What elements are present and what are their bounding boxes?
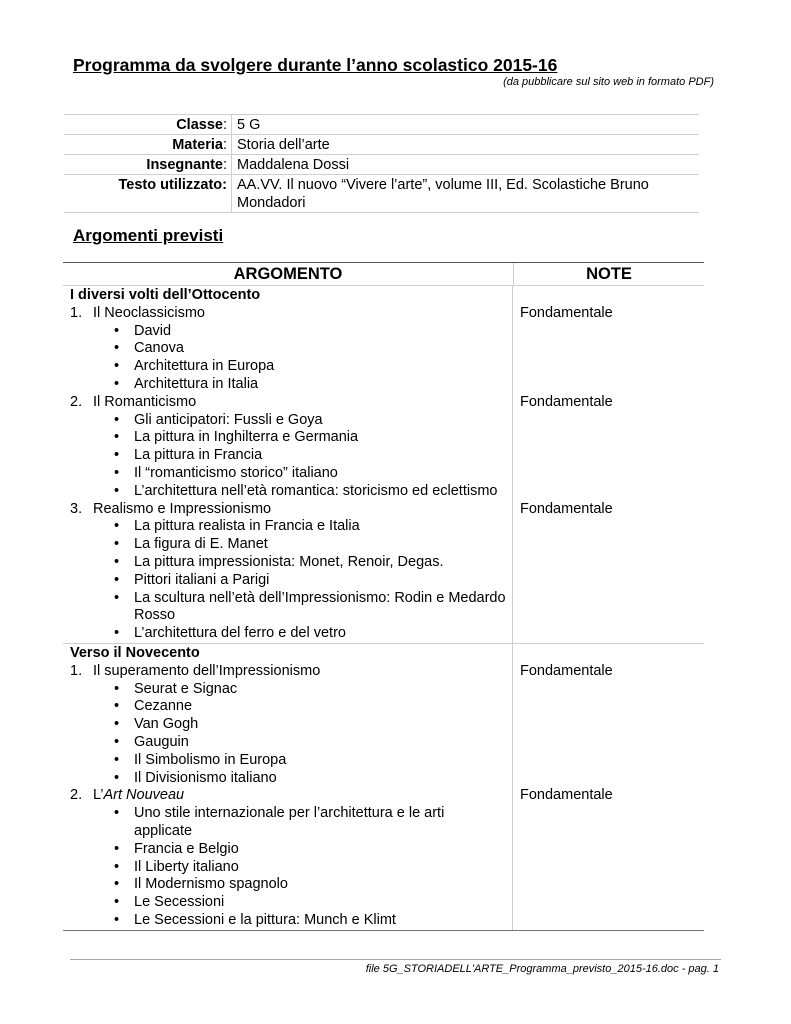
page-title: Programma da svolgere durante l’anno scolastico 2015-16 [73,55,558,75]
bullet-item: • La pittura in Inghilterra e Germania [70,429,512,447]
info-value: Storia dell’arte [232,135,700,155]
topic-label-italic: Art Nouveau [103,787,185,804]
argomento-cell [63,286,513,643]
note-spacer [520,645,704,663]
argomento-cell [63,644,513,930]
bullet-item: • Uno stile internazionale per l’architettura e le arti applicate [70,805,512,841]
bullet-item: • Francia e Belgio [70,841,512,859]
note-gap [520,681,704,788]
topic-number: 1. [70,304,83,321]
bullet-item: • Il Modernismo spagnolo [70,876,512,894]
bullet-item: • Architettura in Italia [70,376,512,394]
bullet-item: • La figura di E. Manet [70,536,512,554]
info-row-insegnante: Insegnante: Maddalena Dossi [64,155,699,175]
bullet-item: • Pittori italiani a Parigi [70,572,512,590]
topic-note: Fondamentale [520,393,613,410]
topic-heading [70,305,512,323]
program-body [63,286,704,930]
program-header-row [63,263,704,286]
bullet-item: • Cezanne [70,698,512,716]
group-title: I diversi volti dell’Ottocento [70,287,261,303]
footer-divider [70,959,721,960]
topic-number: 2. [70,393,83,410]
note-spacer [520,287,704,305]
topic-label: Il Neoclassicismo [93,304,205,321]
note-cell [513,644,704,930]
bullet-item: • La scultura nell’età dell’Impressionismo: Rodin e Medardo Rosso [70,590,512,626]
page-subtitle: (da pubblicare sul sito web in formato PDF) [503,76,714,88]
bullet-item: • Gli anticipatori: Fussli e Goya [70,412,512,430]
bullet-item: • L’architettura del ferro e del vetro [70,625,512,643]
bullet-item: • Le Secessioni e la pittura: Munch e Klimt [70,912,512,930]
group-title: Verso il Novecento [70,644,200,661]
bullet-item: • La pittura realista in Francia e Italia [70,518,512,536]
topic-number: 1. [70,662,83,679]
bullet-item: • Il Divisionismo italiano [70,770,512,788]
info-label: Materia [172,137,223,153]
bullet-item: • Seurat e Signac [70,681,512,699]
program-group [63,643,704,930]
column-header-note: NOTE [586,265,632,283]
note-gap [520,323,704,394]
topic-heading [70,501,512,519]
bullet-item: • Canova [70,340,512,358]
program-table [63,262,704,931]
bullet-item: • L’architettura nell’età romantica: storicismo ed eclettismo [70,483,512,501]
bullet-item: • Il Liberty italiano [70,859,512,877]
page-footer: file 5G_STORIADELL'ARTE_Programma_previsto_2015-16.doc - pag. 1 [365,963,719,975]
column-header-argomento: ARGOMENTO [63,263,514,285]
topic-heading [70,663,512,681]
bullet-item: • Il Simbolismo in Europa [70,752,512,770]
bullet-item: • La pittura impressionista: Monet, Renoir, Degas. [70,554,512,572]
section-title: Argomenti previsti [73,226,224,245]
bullet-item: • La pittura in Francia [70,447,512,465]
info-row-testo [64,175,699,213]
topic-note: Fondamentale [520,787,613,804]
class-info-table [64,114,699,213]
topic-note: Fondamentale [520,500,613,517]
bullet-item: • Le Secessioni [70,894,512,912]
info-value: Maddalena Dossi [232,155,700,175]
info-value: AA.VV. Il nuovo “Vivere l’arte”, volume III, Ed. Scolastiche Bruno Mondadori [232,175,700,213]
program-group [63,286,704,643]
bullet-item: • David [70,323,512,341]
topic-number: 3. [70,500,83,517]
bullet-item: • Architettura in Europa [70,358,512,376]
info-label: Testo utilizzato: [118,177,227,193]
info-value: 5 G [232,115,700,135]
topic-note: Fondamentale [520,304,613,321]
topic-label: Realismo e Impressionismo [93,500,272,517]
topic-note: Fondamentale [520,662,613,679]
info-row-materia: Materia: Storia dell’arte [64,135,699,155]
note-cell [513,286,704,643]
topic-heading [70,787,512,805]
topic-number: 2. [70,787,83,804]
bullet-item: • Gauguin [70,734,512,752]
topic-heading [70,394,512,412]
bullet-item: • Il “romanticismo storico” italiano [70,465,512,483]
bullet-item: • Van Gogh [70,716,512,734]
topic-label: Il Romanticismo [93,393,197,410]
info-label: Insegnante [146,157,223,173]
info-row-classe: Classe: 5 G [64,115,699,135]
topic-label: Il superamento dell’Impressionismo [93,662,321,679]
topic-label-prefix: L’ [93,787,104,804]
info-label: Classe [176,117,223,133]
note-gap [520,412,704,501]
